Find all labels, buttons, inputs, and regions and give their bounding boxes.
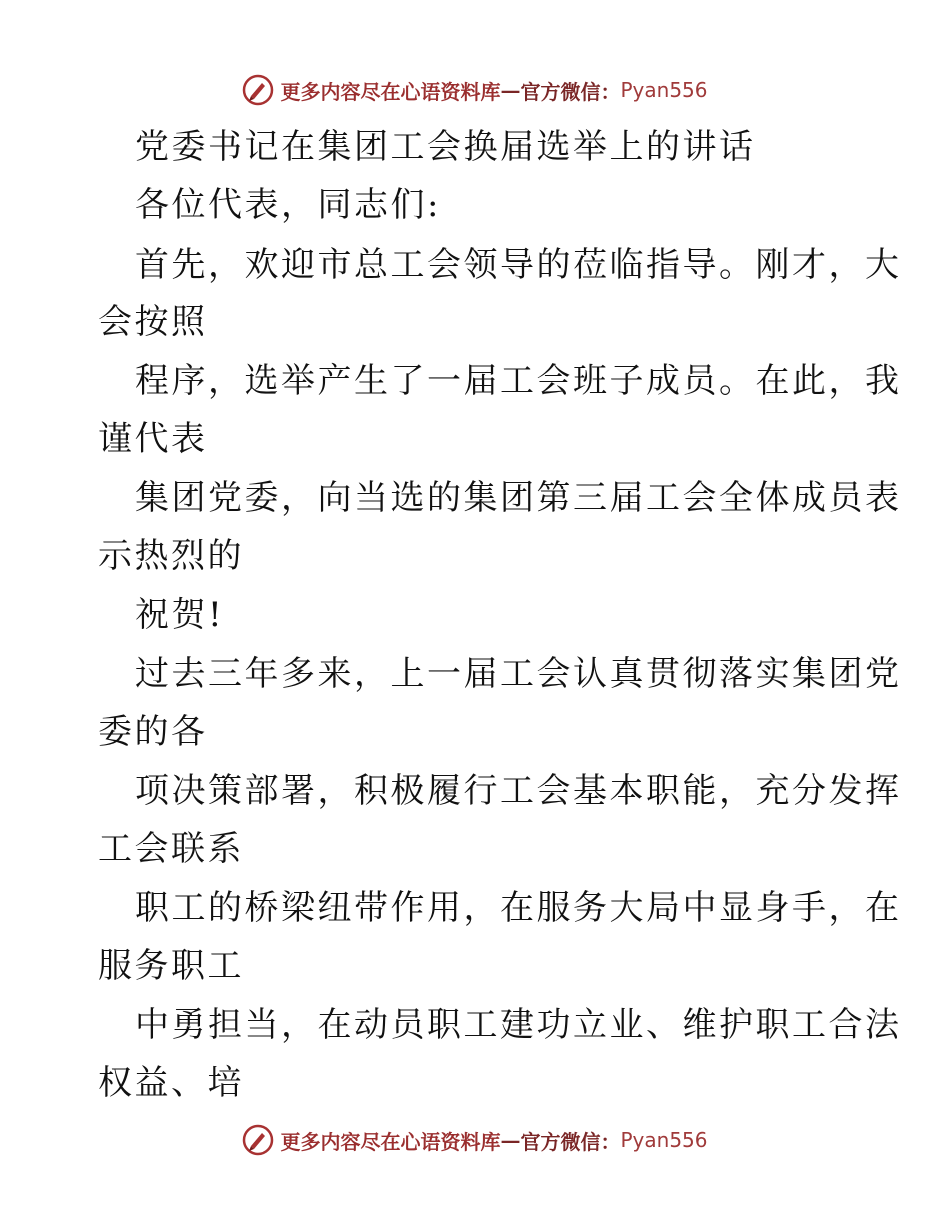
text-line: 各位代表，同志们:: [135, 185, 441, 225]
text-line: 会按照: [98, 302, 208, 342]
text-line: 服务职工: [98, 946, 244, 986]
text-line: 权益、培: [98, 1063, 244, 1103]
watermark-official: 官方微信：: [520, 79, 621, 104]
text-line: 中勇担当，在动员职工建功立业、维护职工合法: [135, 1005, 902, 1045]
watermark-brand: 更多内容尽在心语资料库: [280, 1129, 501, 1154]
text-line: 祝贺!: [135, 595, 225, 635]
pen-logo-icon: [242, 1124, 274, 1156]
text-line: 示热烈的: [98, 536, 244, 576]
text-line: 程序，选举产生了一届工会班子成员。在此，我: [135, 361, 902, 401]
watermark-official: 官方微信：: [520, 1129, 621, 1154]
text-line: 首先，欢迎市总工会领导的莅临指导。刚才，大: [135, 245, 902, 285]
watermark-id: Pyan556: [620, 78, 708, 102]
text-line: 集团党委，向当选的集团第三届工会全体成员表: [135, 478, 902, 518]
text-line: 职工的桥梁纽带作用，在服务大局中显身手，在: [135, 888, 902, 928]
header-watermark: [0, 70, 950, 110]
text-line: 委的各: [98, 712, 208, 752]
document-title: 党委书记在集团工会换届选举上的讲话: [135, 127, 756, 167]
footer-watermark: [0, 1120, 950, 1160]
watermark-brand: 更多内容尽在心语资料库: [280, 79, 501, 104]
pen-logo-icon: [242, 74, 274, 106]
watermark-separator: —: [500, 1128, 521, 1152]
text-line: 项决策部署，积极履行工会基本职能，充分发挥: [135, 771, 902, 811]
text-line: 谨代表: [98, 419, 208, 459]
text-line: 过去三年多来，上一届工会认真贯彻落实集团党: [135, 654, 902, 694]
watermark-separator: —: [500, 78, 521, 102]
text-line: 工会联系: [98, 829, 244, 869]
watermark-id: Pyan556: [620, 1128, 708, 1152]
